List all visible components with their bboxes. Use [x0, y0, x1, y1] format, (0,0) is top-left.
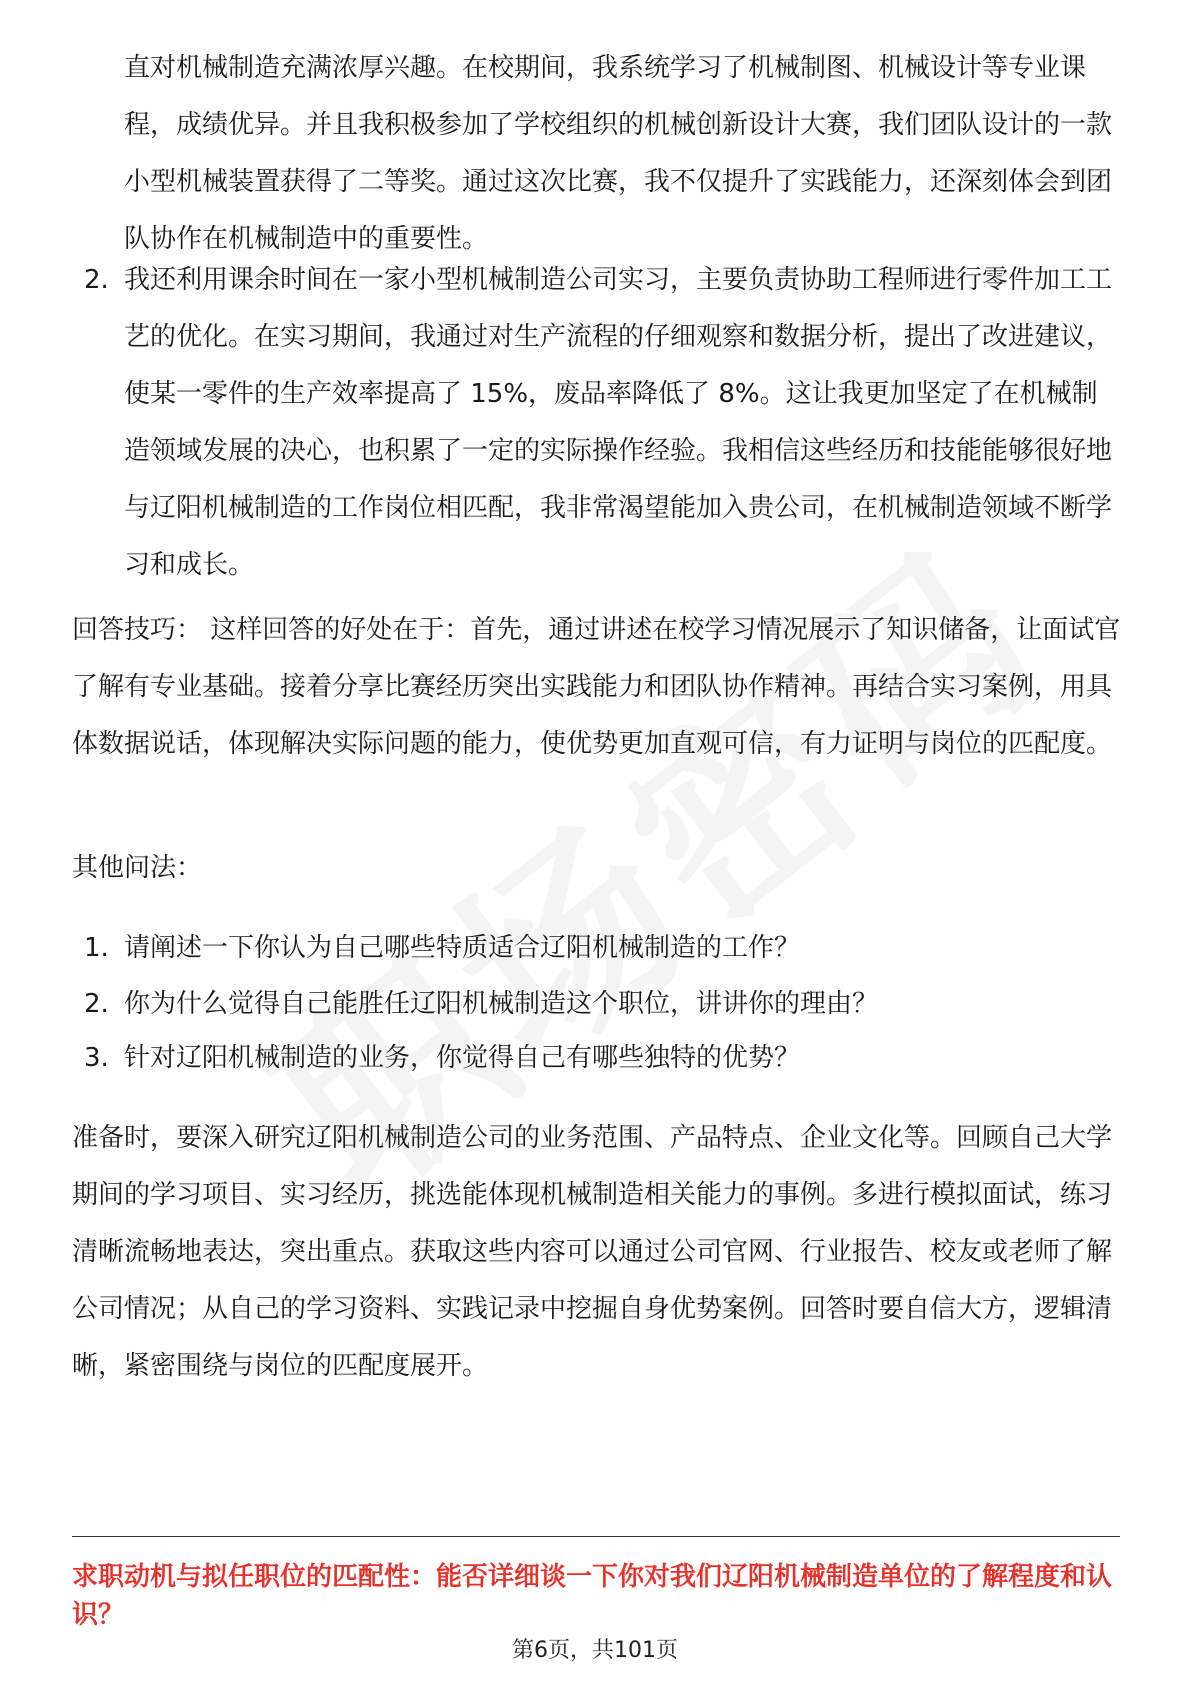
list-item-text: 请阐述一下你认为自己哪些特质适合辽阳机械制造的工作？ — [124, 933, 801, 963]
list-item-text: 我还利用课余时间在一家小型机械制造公司实习，主要负责协助工程师进行零件加工工艺的优化。在实习期间，我通过对生产流程的仔细观察和数据分析，提出了改进建议，使某一零件的生产效率提高了 15%，废品率降低了 8%。这让我更加坚定了在机械制造领域发展的决心，也积累了一定的实际操作经验。我相信这些经历和技能能够很好地与辽阳机械制造的工作岗位相匹配，我非常渴望能加入贵公司，在机械制造领域不断学习和成长。 — [124, 265, 1113, 580]
list-item-number: 3. — [84, 1043, 109, 1073]
page-number: 第6页，共101页 — [512, 1638, 678, 1663]
answer-tips: 回答技巧： 这样回答的好处在于：首先，通过讲述在校学习情况展示了知识储备，让面试官了解有专业基础。接着分享比赛经历突出实践能力和团队协作精神。再结合实习案例，用具体数据说话，体现解决实际问题的能力，使优势更加直观可信，有力证明与岗位的匹配度。 — [72, 615, 1121, 759]
intro-continuation: 直对机械制造充满浓厚兴趣。在校期间，我系统学习了机械制图、机械设计等专业课程，成绩优异。并且我积极参加了学校组织的机械创新设计大赛，我们团队设计的一款小型机械装置获得了二等奖。通过这次比赛，我不仅提升了实践能力，还深刻体会到团队协作在机械制造中的重要性。 — [124, 53, 1113, 254]
preparation-advice: 准备时，要深入研究辽阳机械制造公司的业务范围、产品特点、企业文化等。回顾自己大学期间的学习项目、实习经历，挑选能体现机械制造相关能力的事例。多进行模拟面试，练习清晰流畅地表达，突出重点。获取这些内容可以通过公司官网、行业报告、校友或老师了解公司情况；从自己的学习资料、实践记录中挖掘自身优势案例。回答时要自信大方，逻辑清晰，紧密围绕与岗位的匹配度展开。 — [72, 1123, 1113, 1381]
list-item-number: 1. — [84, 933, 109, 963]
list-item-number: 2. — [84, 265, 109, 295]
next-question-heading: 求职动机与拟任职位的匹配性：能否详细谈一下你对我们辽阳机械制造单位的了解程度和认识？ — [72, 1562, 1113, 1630]
other-questions-heading: 其他问法： — [72, 853, 203, 883]
section-divider — [72, 1536, 1120, 1537]
list-item-text: 你为什么觉得自己能胜任辽阳机械制造这个职位，讲讲你的理由？ — [124, 989, 879, 1019]
list-item-number: 2. — [84, 989, 109, 1019]
list-item-text: 针对辽阳机械制造的业务，你觉得自己有哪些独特的优势？ — [124, 1043, 801, 1073]
